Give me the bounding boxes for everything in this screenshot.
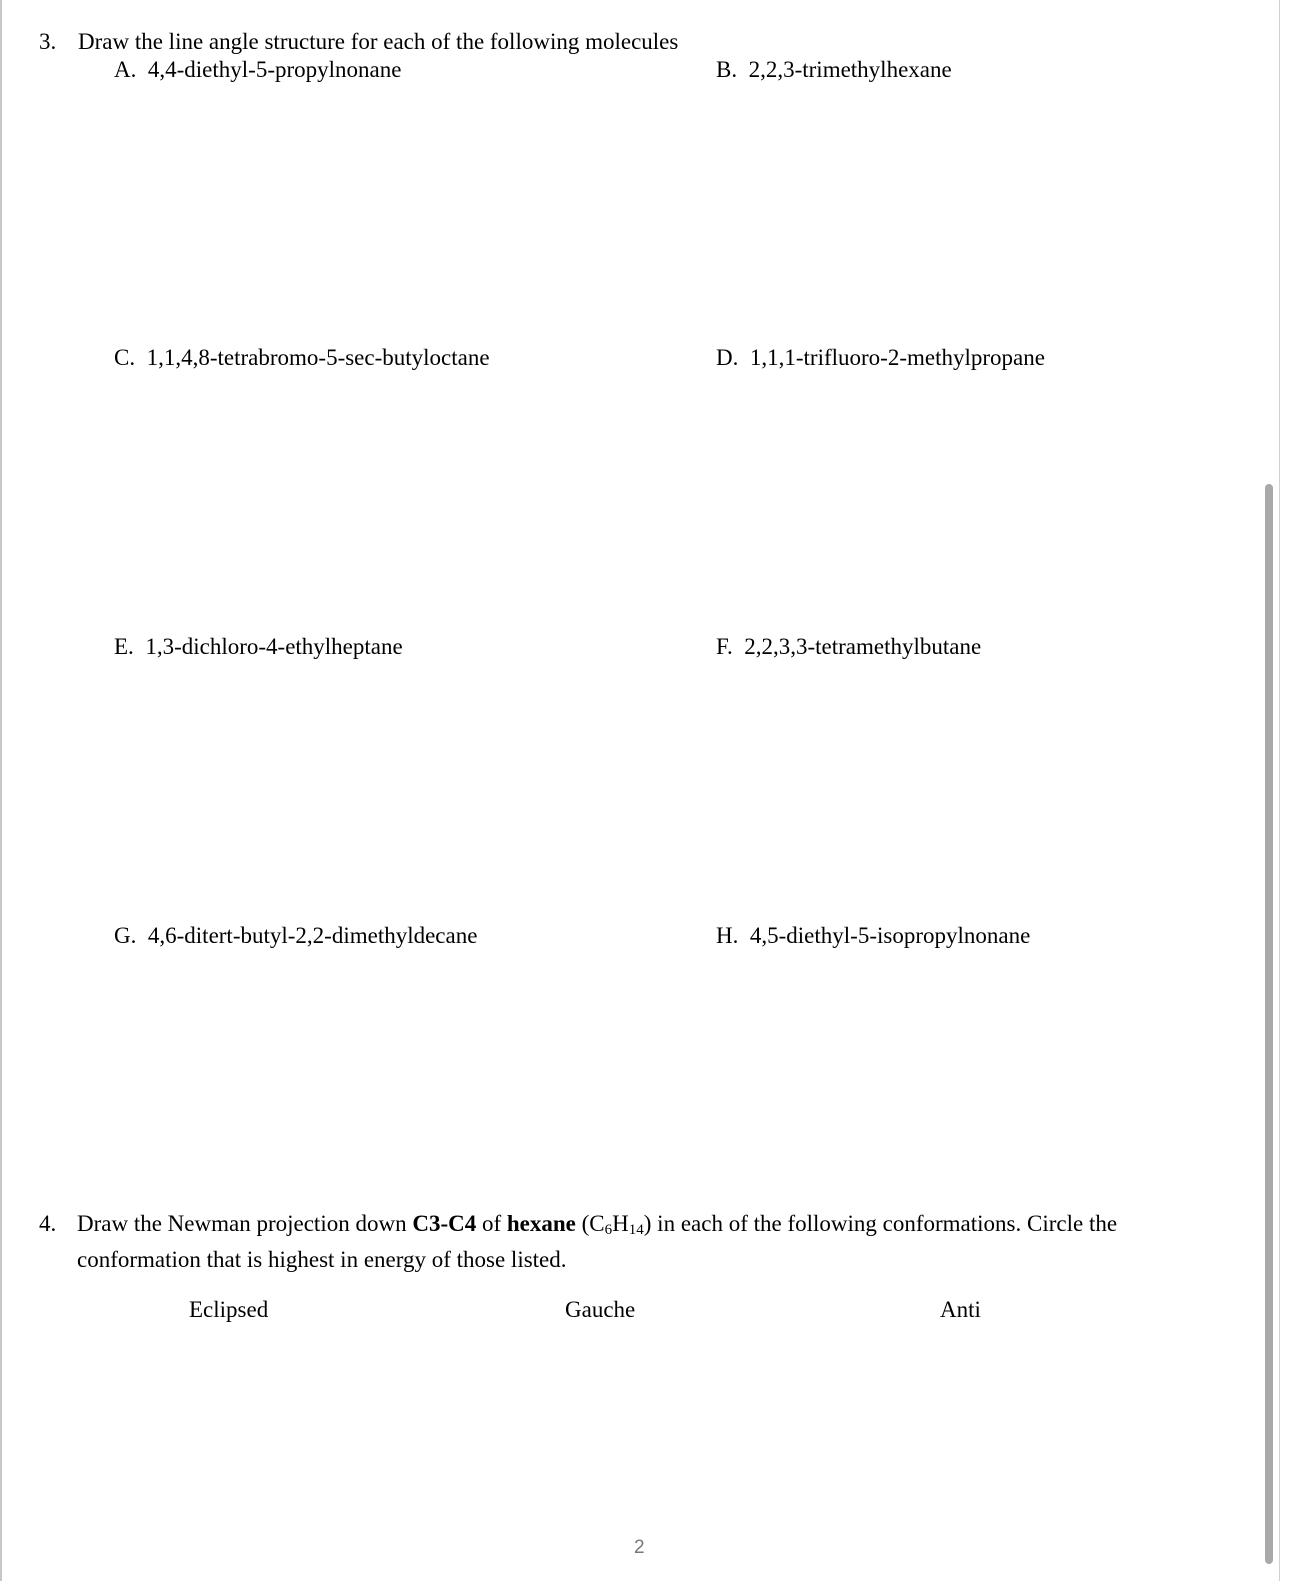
item-b-letter: B. — [716, 57, 738, 82]
item-b — [716, 55, 952, 84]
item-a — [114, 55, 401, 84]
item-d — [716, 343, 1045, 372]
item-a-letter: A. — [114, 57, 137, 82]
item-h-name: 4,5-diethyl-5-isopropylnonane — [749, 923, 1031, 948]
item-a-name: 4,4-diethyl-5-propylnonane — [147, 57, 402, 82]
vertical-scrollbar[interactable] — [1265, 484, 1273, 1564]
question-3-number: 3. — [39, 29, 57, 54]
page-right-border — [1279, 0, 1280, 1581]
item-e-name: 1,3-dichloro-4-ethylheptane — [145, 634, 403, 659]
item-c-letter: C. — [114, 345, 136, 370]
formula-subscript: 6 — [604, 1222, 613, 1238]
item-f — [716, 632, 981, 661]
page-number: 2 — [634, 1537, 645, 1558]
item-g-name: 4,6-ditert-butyl-2,2-dimethyldecane — [147, 923, 478, 948]
prompt-bold-molecule: hexane — [506, 1211, 576, 1236]
item-d-letter: D. — [716, 345, 739, 370]
item-c-name: 1,1,4,8-tetrabromo-5-sec-butyloctane — [146, 345, 490, 370]
item-h — [716, 921, 1030, 950]
formula-subscript: 14 — [628, 1222, 644, 1238]
item-g — [114, 921, 477, 950]
question-4-prompt — [77, 1209, 1237, 1274]
question-4-prompt-line1 — [77, 1209, 1237, 1245]
item-c — [114, 343, 490, 372]
item-d-name: 1,1,1-trifluoro-2-methylpropane — [749, 345, 1045, 370]
item-h-letter: H. — [716, 923, 739, 948]
item-b-name: 2,2,3-trimethylhexane — [748, 57, 952, 82]
prompt-text-segment: ) in each of the following conformations. Circle the — [643, 1211, 1118, 1236]
question-3-prompt: Draw the line angle structure for each of the following molecules — [78, 29, 679, 54]
prompt-text-segment: H — [612, 1211, 629, 1236]
item-e-letter: E. — [114, 634, 134, 659]
prompt-text-segment: Draw the Newman projection down — [77, 1211, 413, 1236]
conformation-eclipsed: Eclipsed — [189, 1297, 269, 1322]
item-g-letter: G. — [114, 923, 137, 948]
prompt-text-segment: (C — [575, 1211, 605, 1236]
item-f-name: 2,2,3,3-tetramethylbutane — [744, 634, 982, 659]
conformation-gauche: Gauche — [565, 1297, 636, 1322]
prompt-text-segment: of — [476, 1211, 507, 1236]
question-4-prompt-line2: conformation that is highest in energy of those listed. — [77, 1247, 567, 1272]
prompt-bold-bond: C3-C4 — [412, 1211, 477, 1236]
question-4-number: 4. — [39, 1211, 57, 1236]
conformation-anti: Anti — [940, 1297, 981, 1322]
item-e — [114, 632, 403, 661]
page-left-border — [0, 0, 2, 1581]
item-f-letter: F. — [716, 634, 733, 659]
